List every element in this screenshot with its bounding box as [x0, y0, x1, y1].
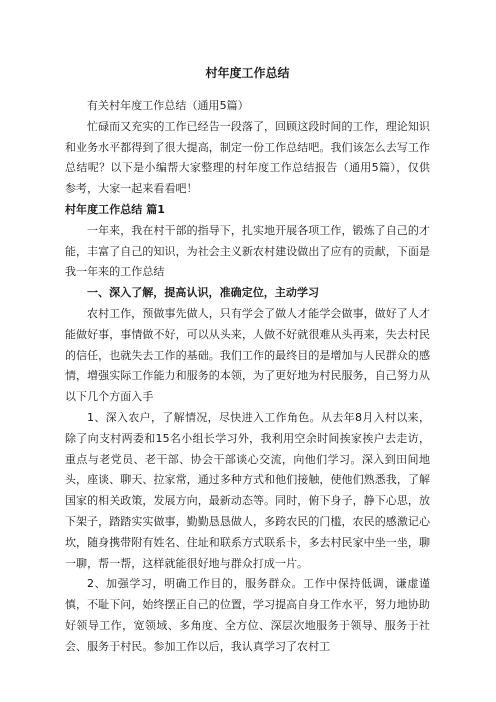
section-1-heading: 一、深入了解，提高认识，准确定位，主动学习: [87, 286, 320, 300]
intro-heading: 有关村年度工作总结（通用5篇）: [87, 99, 249, 112]
article-heading: 村年度工作总结 篇1: [65, 202, 165, 216]
paragraph-3: 1、深入农户，了解情况，尽快进入工作角色。从去年8月入村以来，除了向支村两委和15名小组长学习外，我利用空余时间挨家挨户去走访，重点与老党员、老干部、协会干部谈心交流，向他们学习。深入到田间地头，座谈、聊天、拉家常，通过多种方式和他们接触，使他们熟悉我，了解国家的相关政策，发展方向，最新动态等。同时，俯下身子，静下心思，放下架子，踏踏实实做事，勤勤恳恳做人，多跨农民的门槛，农民的感激记心坎，随身携带附有姓名、住址和联系方式联系卡，多去村民家中坐一坐，聊一聊，帮一帮，这样就能很好地与群众打成一片。: [65, 410, 430, 570]
intro-paragraph: 忙碌而又充实的工作已经告一段落了，回顾这段时间的工作，理论知识和业务水平都得到了很大提高，制定一份工作总结吧。我们该怎么去写工作总结呢？以下是小编帮大家整理的村年度工作总结报告（通用5篇），仅供参考，大家一起来看看吧！: [65, 119, 430, 196]
paragraph-2: 农村工作，预做事先做人，只有学会了做人才能学会做事，做好了人才能做好事，事情做不好，可以从头来，人做不好就很难从头再来，失去村民的信任，也就失去工作的基础。我们工作的最终目的是增加与人民群众的感情，增强实际工作能力和服务的本领，为了更好地为村民服务，自己努力从以下几个方面入手: [65, 306, 430, 404]
paragraph-4: 2、加强学习，明确工作目的，服务群众。工作中保持低调，谦虚谨慎，不耻下问，始终摆正自己的位置，学习提高自身工作水平，努力地协助好领导工作，宽领域、多角度、全方位、深层次地服务于领导、服务于社会、服务于村民。参加工作以后，我认真学习了农村工: [65, 577, 430, 653]
document-title: 村年度工作总结: [205, 66, 290, 80]
paragraph-1: 一年来，我在村干部的指导下，扎实地开展各项工作，锻炼了自己的才能，丰富了自己的知识，为社会主义新农村建设做出了应有的贡献，下面是我一年来的工作总结: [65, 223, 430, 279]
